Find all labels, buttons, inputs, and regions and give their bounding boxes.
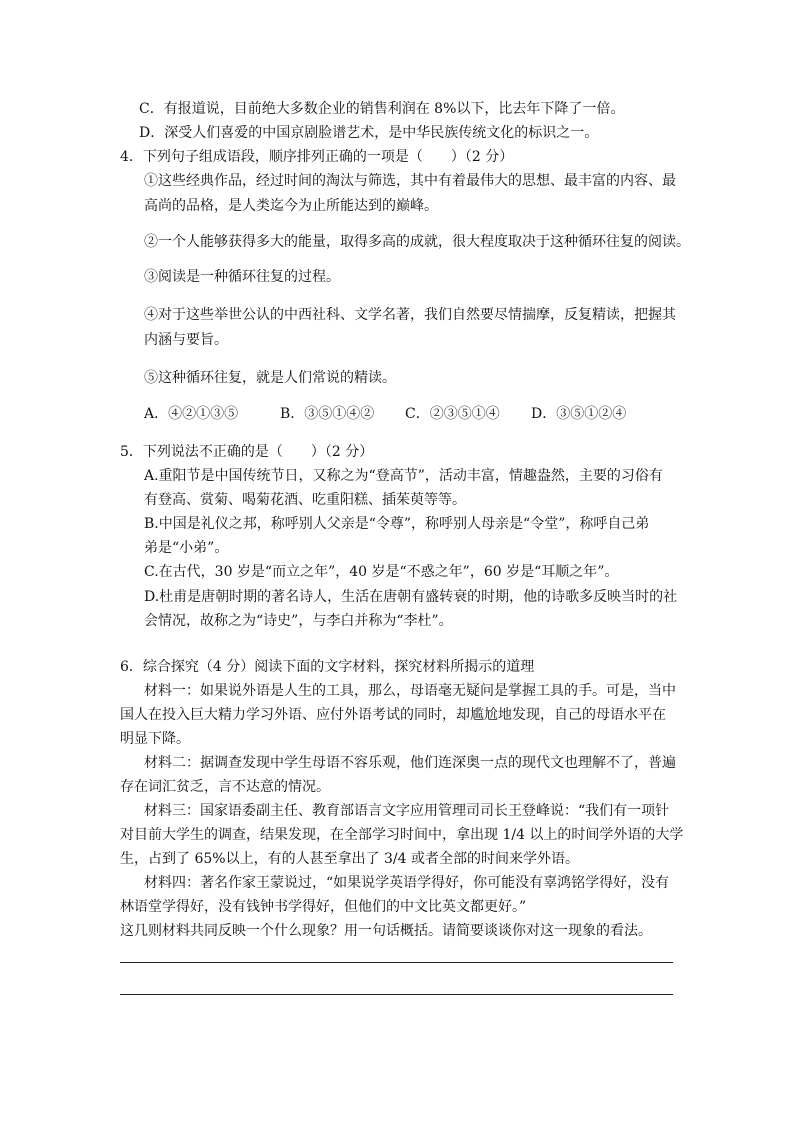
q5-option-a-line-1: A.重阳节是中国传统节日，又称之为“登高节”，活动丰富，情趣盎然，主要的习俗有 bbox=[144, 468, 663, 484]
q4-option-c: C．②③⑤①④ bbox=[405, 406, 500, 422]
q5-option-b-line-1: B.中国是礼仪之邦，称呼别人父亲是“令尊”，称呼别人母亲是“令堂”，称呼自己弟 bbox=[144, 516, 650, 532]
q4-stem: 4．下列句子组成语段，顺序排列正确的一项是（ ）（2 分） bbox=[120, 149, 514, 165]
q4-sentence-1-line-2: 高尚的品格，是人类迄今为止所能达到的巅峰。 bbox=[144, 198, 438, 214]
q4-sentence-4-line-1: ④对于这些举世公认的中西社科、文学名著，我们自然要尽情揣摩，反复精读，把握其 bbox=[144, 307, 676, 323]
q4-option-b: B．③⑤①④② bbox=[280, 406, 375, 422]
q4-sentence-1-line-1: ①这些经典作品，经过时间的淘汰与筛选，其中有着最伟大的思想、最丰富的内容、最 bbox=[144, 173, 676, 189]
q6-material-3-line-2: 对目前大学生的调查，结果发现，在全部学习时间中，拿出现 1/4 以上的时间学外语的大学 bbox=[120, 827, 684, 843]
q4-sentence-5: ⑤这种循环往复，就是人们常说的精读。 bbox=[144, 370, 396, 386]
q6-material-3-line-3: 生，占到了 65%以上，有的人甚至拿出了 3/4 或者全部的时间来学外语。 bbox=[120, 851, 579, 867]
answer-line-2[interactable] bbox=[120, 994, 673, 995]
q6-material-4-line-1: 材料四：著名作家王蒙说过，“如果说学英语学得好，你可能没有辜鸿铭学得好，没有 bbox=[144, 875, 670, 891]
q4-option-a: A．④②①③⑤ bbox=[144, 406, 239, 422]
q6-material-2-line-1: 材料二：据调查发现中学生母语不容乐观，他们连深奥一点的现代文也理解不了，普遍 bbox=[144, 755, 676, 771]
q6-material-4-line-2: 林语堂学得好，没有钱钟书学得好，但他们的中文比英文都更好。” bbox=[120, 899, 527, 915]
q5-option-d-line-2: 会情况，故称之为“诗史”，与李白并称为“李杜”。 bbox=[144, 613, 453, 629]
q6-material-2-line-2: 存在词汇贫乏，言不达意的情况。 bbox=[120, 779, 330, 795]
q4-sentence-3: ③阅读是一种循环往复的过程。 bbox=[144, 269, 340, 285]
q6-material-1-line-2: 国人在投入巨大精力学习外语、应付外语考试的同时，却尴尬地发现，自己的母语水平在 bbox=[120, 707, 666, 723]
q4-sentence-2: ②一个人能够获得多大的能量，取得多高的成就，很大程度取决于这种循环往复的阅读。 bbox=[144, 234, 690, 250]
q3-option-c: C．有报道说，目前绝大多数企业的销售利润在 8%以下，比去年下降了一倍。 bbox=[139, 101, 625, 117]
answer-line-1[interactable] bbox=[120, 962, 673, 963]
q6-stem: 6．综合探究（4 分）阅读下面的文字材料，探究材料所揭示的道理 bbox=[120, 659, 535, 675]
q6-material-1-line-1: 材料一：如果说外语是人生的工具，那么，母语毫无疑问是掌握工具的手。可是，当中 bbox=[144, 683, 676, 699]
q4-sentence-4-line-2: 内涵与要旨。 bbox=[144, 332, 228, 348]
q4-option-d: D．③⑤①②④ bbox=[531, 406, 627, 422]
q5-option-b-line-2: 弟是“小弟”。 bbox=[144, 540, 229, 556]
q6-material-1-line-3: 明显下降。 bbox=[120, 731, 190, 747]
q6-question: 这几则材料共同反映一个什么现象？用一句话概括。请简要谈谈你对这一现象的看法。 bbox=[120, 923, 652, 939]
q5-option-a-line-2: 有登高、赏菊、喝菊花酒、吃重阳糕、插茱萸等等。 bbox=[144, 492, 466, 508]
q5-option-c: C.在古代，30 岁是“而立之年”，40 岁是“不惑之年”，60 岁是“耳顺之年”。 bbox=[144, 564, 619, 580]
q6-material-3-line-1: 材料三：国家语委副主任、教育部语言文字应用管理司司长王登峰说：“我们有一项针 bbox=[144, 803, 670, 819]
q5-stem: 5．下列说法不正确的是（ ）（2 分） bbox=[120, 444, 374, 460]
q3-option-d: D．深受人们喜爱的中国京剧脸谱艺术，是中华民族传统文化的标识之一。 bbox=[139, 125, 599, 141]
q5-option-d-line-1: D.杜甫是唐朝时期的著名诗人，生活在唐朝有盛转衰的时期，他的诗歌多反映当时的社 bbox=[144, 589, 678, 605]
